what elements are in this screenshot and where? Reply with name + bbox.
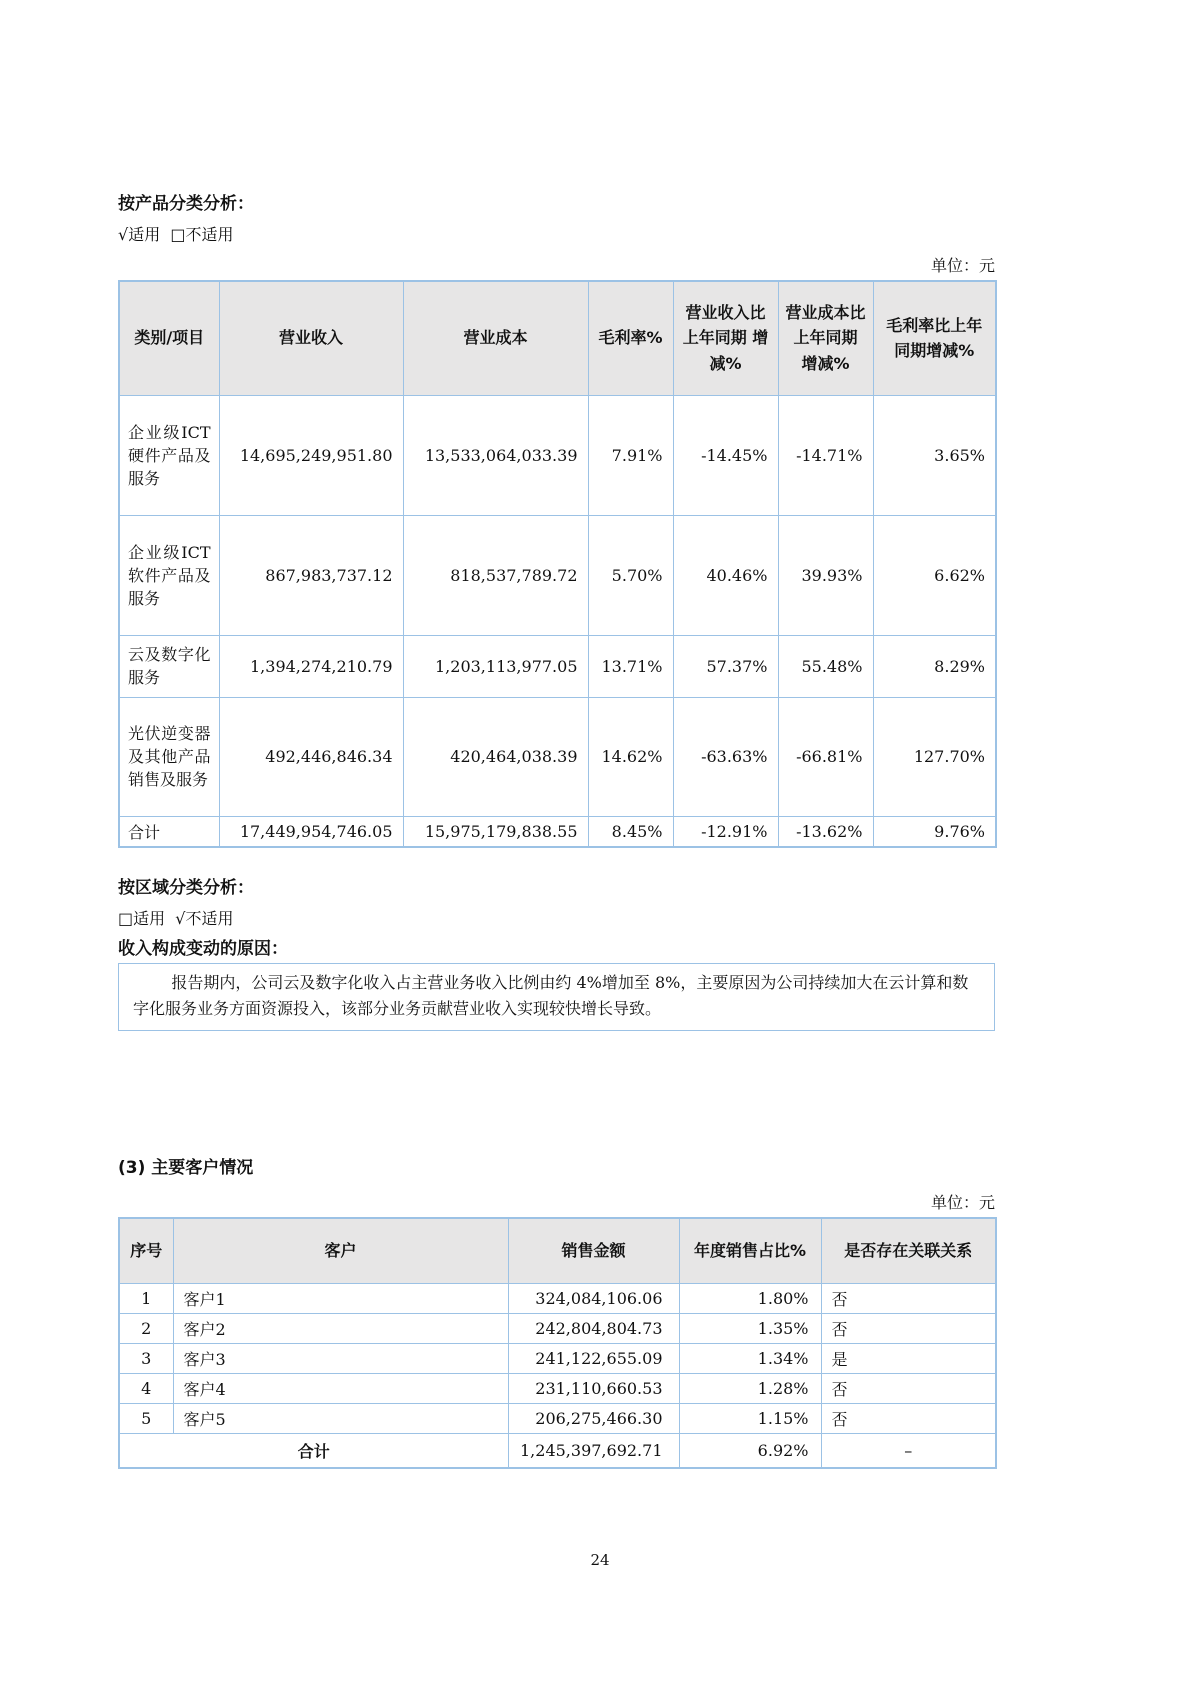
table-row <box>119 1374 996 1404</box>
cell-cost: 15,975,179,838.55 <box>403 816 588 847</box>
unit-label-customer-table: 单位：元 <box>930 1192 995 1212</box>
header-revenue-yoy: 营业收入比上年同期 增减% <box>673 281 778 395</box>
cell-sales-ratio: 1.35% <box>679 1314 821 1344</box>
cell-margin: 13.71% <box>588 635 673 697</box>
table-row <box>119 1404 996 1434</box>
header-margin: 毛利率% <box>588 281 673 395</box>
header-revenue: 营业收入 <box>219 281 403 395</box>
cell-revenue: 867,983,737.12 <box>219 515 403 635</box>
cell-sales-amount: 231,110,660.53 <box>508 1374 679 1404</box>
header-customer: 客户 <box>173 1218 508 1284</box>
cell-no: 3 <box>119 1344 173 1374</box>
cell-customer-name: 客户4 <box>173 1374 508 1404</box>
cell-revenue-yoy: -12.91% <box>673 816 778 847</box>
unit-label-product-table: 单位：元 <box>930 256 995 275</box>
cell-no: 4 <box>119 1374 173 1404</box>
cell-sales-ratio: 1.28% <box>679 1374 821 1404</box>
cell-customer-name: 客户1 <box>173 1284 508 1314</box>
section-title-major-customers: (3) 主要客户情况 <box>118 1157 254 1178</box>
table-row <box>119 1314 996 1344</box>
cell-margin: 8.45% <box>588 816 673 847</box>
cell-sales-ratio: 1.34% <box>679 1344 821 1374</box>
cell-cost-yoy: -66.81% <box>778 697 873 816</box>
cell-no: 1 <box>119 1284 173 1314</box>
applicability-line-region: □适用 √不适用 <box>118 908 234 928</box>
cell-margin: 14.62% <box>588 697 673 816</box>
cell-no: 2 <box>119 1314 173 1344</box>
cell-cost-yoy: 39.93% <box>778 515 873 635</box>
cell-customer-name: 客户5 <box>173 1404 508 1434</box>
cell-sales-ratio: 1.15% <box>679 1404 821 1434</box>
cell-cost-yoy: 55.48% <box>778 635 873 697</box>
header-no: 序号 <box>119 1218 173 1284</box>
cell-cost: 818,537,789.72 <box>403 515 588 635</box>
table-row <box>119 395 996 515</box>
cell-sales-amount: 324,084,106.06 <box>508 1284 679 1314</box>
product-table-header-row <box>119 281 996 395</box>
cell-revenue-yoy: -14.45% <box>673 395 778 515</box>
product-category-table <box>118 280 997 848</box>
cell-revenue: 14,695,249,951.80 <box>219 395 403 515</box>
section-title-revenue-change-reason: 收入构成变动的原因： <box>118 938 288 959</box>
cell-margin: 5.70% <box>588 515 673 635</box>
cell-related: 否 <box>821 1284 996 1314</box>
cell-category: 企业级ICT软件产品及服务 <box>119 515 219 635</box>
header-margin-yoy: 毛利率比上年同期增减% <box>873 281 996 395</box>
header-cost: 营业成本 <box>403 281 588 395</box>
cell-cost: 13,533,064,033.39 <box>403 395 588 515</box>
applicability-line-product: √适用 □不适用 <box>118 225 234 244</box>
cell-cost: 420,464,038.39 <box>403 697 588 816</box>
cell-revenue: 1,394,274,210.79 <box>219 635 403 697</box>
cell-revenue-yoy: -63.63% <box>673 697 778 816</box>
cell-margin-yoy: 3.65% <box>873 395 996 515</box>
cell-cost: 1,203,113,977.05 <box>403 635 588 697</box>
cell-total-label: 合计 <box>119 1434 508 1468</box>
major-customers-table <box>118 1217 997 1469</box>
table-row <box>119 1284 996 1314</box>
table-row <box>119 515 996 635</box>
section-title-region-analysis: 按区域分类分析： <box>118 877 254 898</box>
cell-revenue: 492,446,846.34 <box>219 697 403 816</box>
customer-table-header-row <box>119 1218 996 1284</box>
cell-sales-amount: 206,275,466.30 <box>508 1404 679 1434</box>
cell-margin: 7.91% <box>588 395 673 515</box>
header-related-party: 是否存在关联关系 <box>821 1218 996 1284</box>
header-cost-yoy: 营业成本比上年同期 增减% <box>778 281 873 395</box>
table-row <box>119 635 996 697</box>
cell-revenue: 17,449,954,746.05 <box>219 816 403 847</box>
cell-total-label: 合计 <box>119 816 219 847</box>
cell-sales-amount: 242,804,804.73 <box>508 1314 679 1344</box>
cell-customer-name: 客户2 <box>173 1314 508 1344</box>
cell-margin-yoy: 6.62% <box>873 515 996 635</box>
table-total-row <box>119 816 996 847</box>
cell-revenue-yoy: 57.37% <box>673 635 778 697</box>
cell-related: 否 <box>821 1374 996 1404</box>
cell-margin-yoy: 9.76% <box>873 816 996 847</box>
cell-no: 5 <box>119 1404 173 1434</box>
cell-sales-amount: 241,122,655.09 <box>508 1344 679 1374</box>
page-content <box>118 0 995 1469</box>
table-row <box>119 1344 996 1374</box>
cell-revenue-yoy: 40.46% <box>673 515 778 635</box>
header-category: 类别/项目 <box>119 281 219 395</box>
revenue-change-reason-text: 报告期内，公司云及数字化收入占主营业务收入比例由约 4%增加至 8%，主要原因为公司持续加大在云计算和数字化服务业务方面资源投入，该部分业务贡献营业收入实现较快增长导致。 <box>118 963 995 1031</box>
cell-customer-name: 客户3 <box>173 1344 508 1374</box>
cell-related: – <box>821 1434 996 1468</box>
cell-sales-ratio: 6.92% <box>679 1434 821 1468</box>
cell-sales-ratio: 1.80% <box>679 1284 821 1314</box>
cell-category: 企业级ICT硬件产品及服务 <box>119 395 219 515</box>
cell-related: 否 <box>821 1314 996 1344</box>
cell-margin-yoy: 8.29% <box>873 635 996 697</box>
cell-cost-yoy: -14.71% <box>778 395 873 515</box>
cell-sales-amount: 1,245,397,692.71 <box>508 1434 679 1468</box>
cell-related: 是 <box>821 1344 996 1374</box>
page-number: 24 <box>590 1551 610 1569</box>
table-row <box>119 697 996 816</box>
header-sales-amount: 销售金额 <box>508 1218 679 1284</box>
section-title-product-analysis: 按产品分类分析： <box>118 194 254 214</box>
cell-category: 云及数字化服务 <box>119 635 219 697</box>
header-annual-sales-ratio: 年度销售占比% <box>679 1218 821 1284</box>
cell-margin-yoy: 127.70% <box>873 697 996 816</box>
cell-category: 光伏逆变器及其他产品销售及服务 <box>119 697 219 816</box>
cell-related: 否 <box>821 1404 996 1434</box>
table-total-row <box>119 1434 996 1468</box>
cell-cost-yoy: -13.62% <box>778 816 873 847</box>
